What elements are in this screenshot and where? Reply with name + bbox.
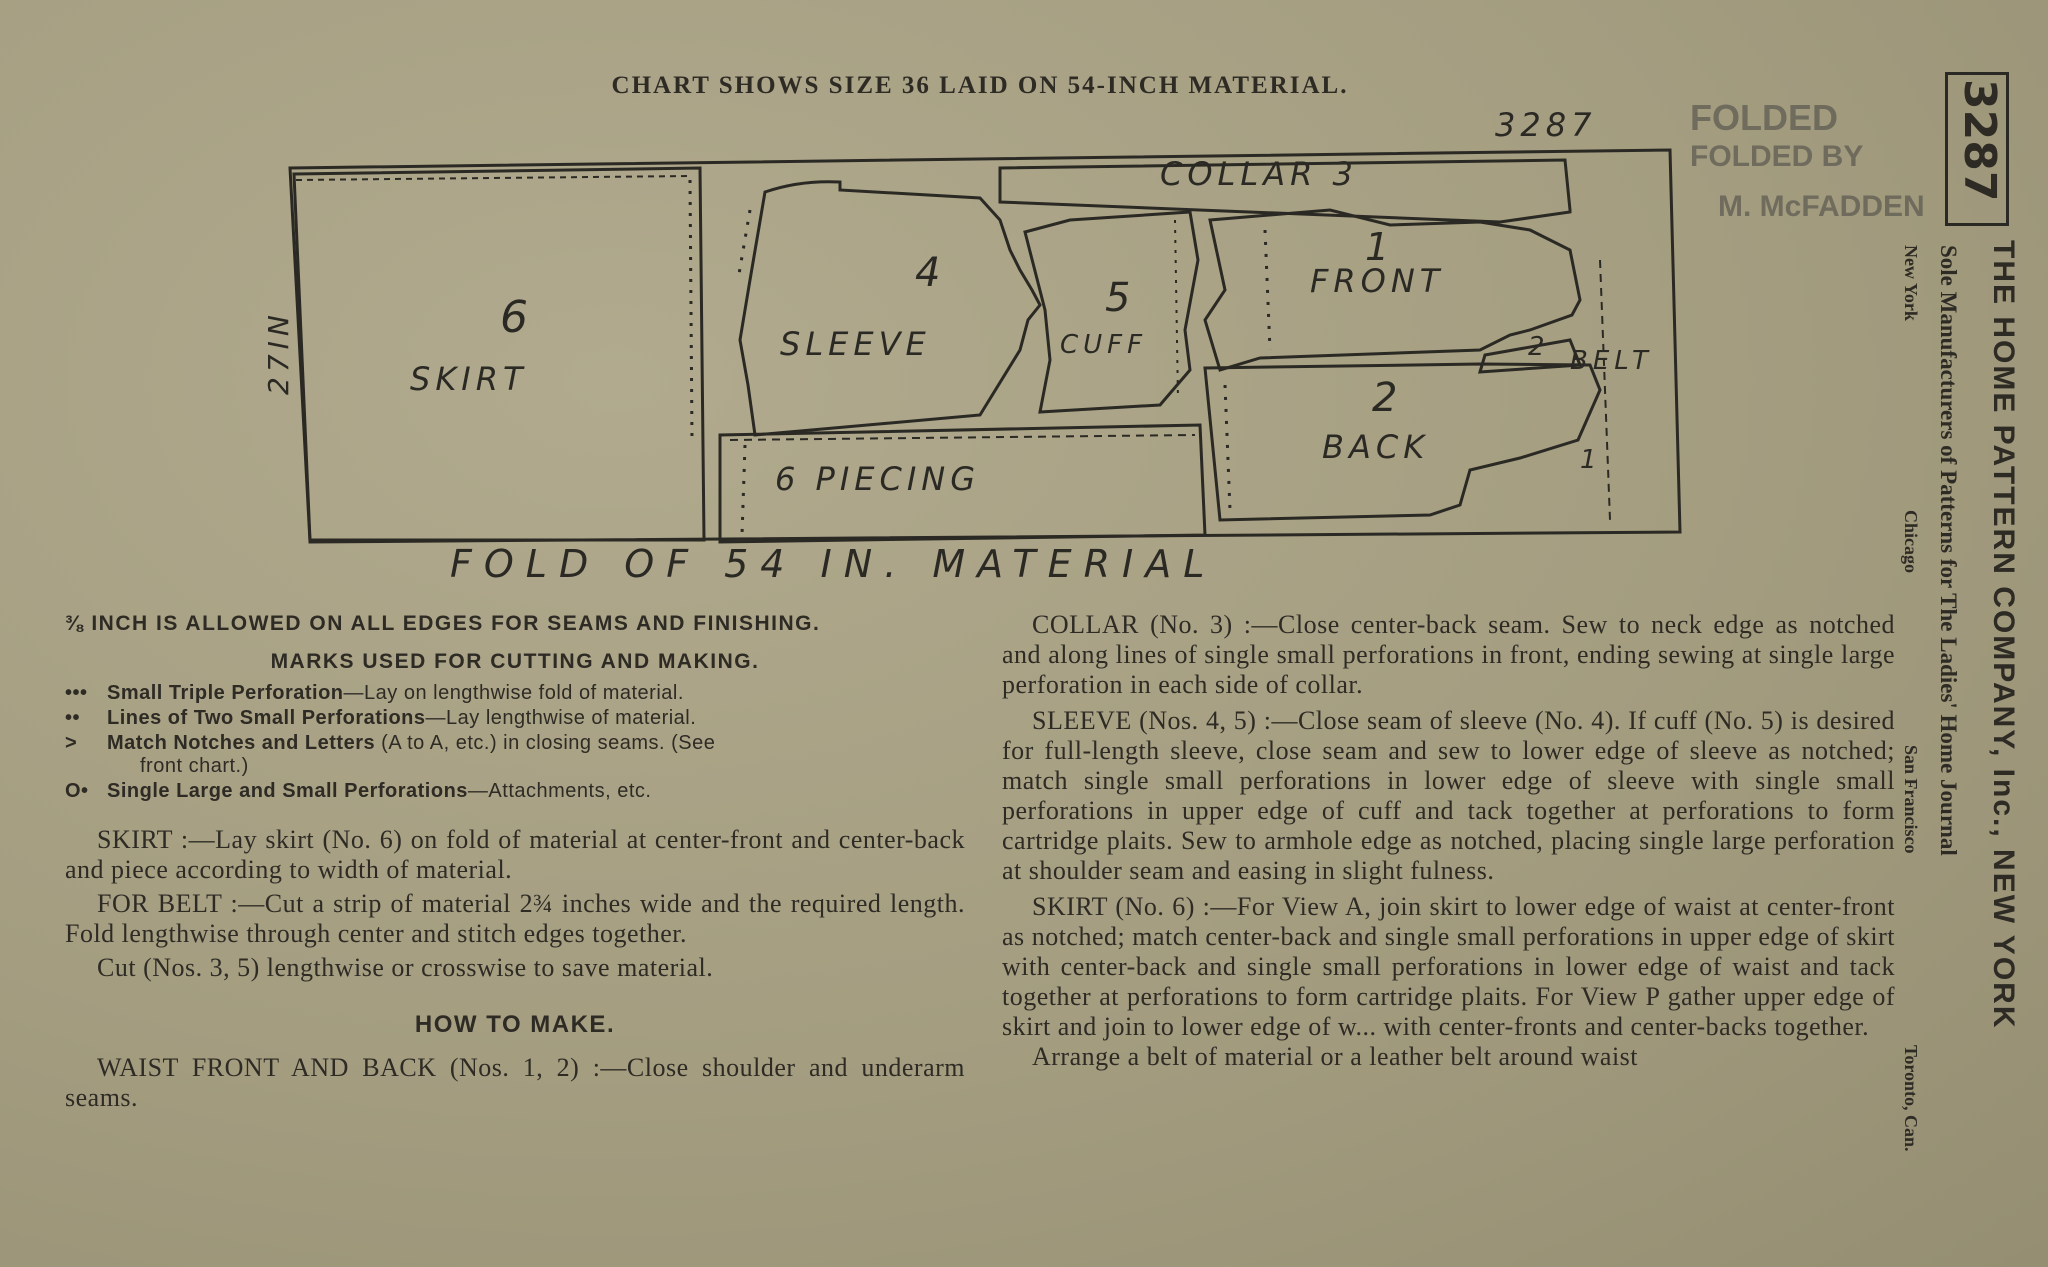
skirt-label: SKIRT [410,360,528,398]
city-new-york: New York [1901,245,1921,321]
back-number: 2 [1372,375,1403,421]
belt-number: 2 [1528,332,1550,362]
skirt-width-label: 27IN [262,310,295,395]
chart-header: CHART SHOWS SIZE 36 LAID ON 54-INCH MATERIAL. [611,72,1349,99]
sleeve-label: SLEEVE [780,325,931,363]
company-name: THE HOME PATTERN COMPANY, Inc., NEW YORK [1987,240,2020,1030]
fold-label: FOLD OF 54 IN. MATERIAL [450,542,1217,586]
pattern-number-box: 3287 [1945,72,2009,226]
mark-item: •• Lines of Two Small Perforations—Lay lengthwise of material. [65,707,697,729]
mark-item: > Match Notches and Letters (A to A, etc.) in closing seams. (See [65,732,716,754]
right-column [1002,610,1895,1072]
city-chicago: Chicago [1901,510,1921,573]
cut-note: Cut (Nos. 3, 5) lengthwise or crosswise to save material. [97,953,714,982]
skirt-piece [294,168,704,540]
waist-paragraph: WAIST FRONT AND BACK (Nos. 1, 2) :—Close shoulder and underarm seams. [65,1053,965,1112]
manufacturers-line: Sole Manufacturers of Patterns for The Ladies' Home Journal [1936,245,1961,856]
sleeve-piece [740,182,1040,435]
stamp-name: M. McFADDEN [1718,190,1925,223]
back-label: BACK [1322,428,1430,466]
left-column [65,612,965,1113]
front-label: FRONT [1310,262,1445,300]
how-to-make-title: HOW TO MAKE. [414,1011,616,1038]
pattern-diagram [280,140,1710,550]
stamp-folded-by: FOLDED BY [1690,140,1864,173]
mark-item: ••• Small Triple Perforation—Lay on lengthwise fold of material. [65,682,684,704]
marks-title: MARKS USED FOR CUTTING AND MAKING. [270,650,760,673]
belt-paragraph: FOR BELT :—Cut a strip of material 2¾ inches wide and the required length. Fold lengthwise through center and stitch edges together. [65,889,965,948]
cuff-label: CUFF [1060,330,1148,360]
belt-arrange-paragraph: Arrange a belt of material or a leather belt around waist [1032,1042,1639,1071]
mark-item: front chart.) [140,755,249,777]
cuff-number: 5 [1105,275,1136,321]
collar-paragraph: COLLAR (No. 3) :—Close center-back seam. Sew to neck edge as notched and along lines of single small perforations in front, ending sewing at single large perforation in each side of collar. [1002,610,1895,699]
city-san-francisco: San Francisco [1901,745,1921,854]
mark-item: O• Single Large and Small Perforations—Attachments, etc. [65,780,652,802]
seam-allowance-note: ⅜ INCH IS ALLOWED ON ALL EDGES FOR SEAMS AND FINISHING. [65,612,821,635]
skirt-number: 6 [500,292,533,343]
material-outline [290,150,1680,542]
collar-label: COLLAR 3 [1160,155,1358,193]
back-small-number: 1 [1580,445,1602,475]
piecing-label: 6 PIECING [775,460,980,498]
front-number: 1 [1365,225,1395,269]
sleeve-paragraph: SLEEVE (Nos. 4, 5) :—Close seam of sleeve (No. 4). If cuff (No. 5) is desired for full-length sleeve, close seam and sew to lower edge of sleeve as notched; match single small perforations in lower edge of sleeve with single small perforations in upper edge of cuff and tack together at perforations to form cartridge plaits. Sew to armhole edge as notched, placing single large perforation at shoulder seam and easing in slight fulness. [1002,706,1895,885]
skirt-paragraph: SKIRT :—Lay skirt (No. 6) on fold of material at center-front and center-back and piece according to width of material. [65,825,965,884]
belt-label: BELT [1570,346,1653,376]
marks-list [65,682,965,803]
sleeve-number: 4 [915,250,946,296]
city-toronto: Toronto, Can. [1901,1045,1921,1152]
skirt-view-paragraph: SKIRT (No. 6) :—For View A, join skirt to lower edge of waist at center-front as notched; match center-back and single small perforations in upper edge of skirt with center-back and single small perforations in lower edge of waist and tack together at perforations to form cartridge plaits. For View P gather upper edge of skirt and join to lower edge of w... with center-fronts and center-backs together. [1002,892,1895,1041]
chart-number-handwritten: 3287 [1495,106,1597,144]
stamp-folded: FOLDED [1690,97,1838,138]
